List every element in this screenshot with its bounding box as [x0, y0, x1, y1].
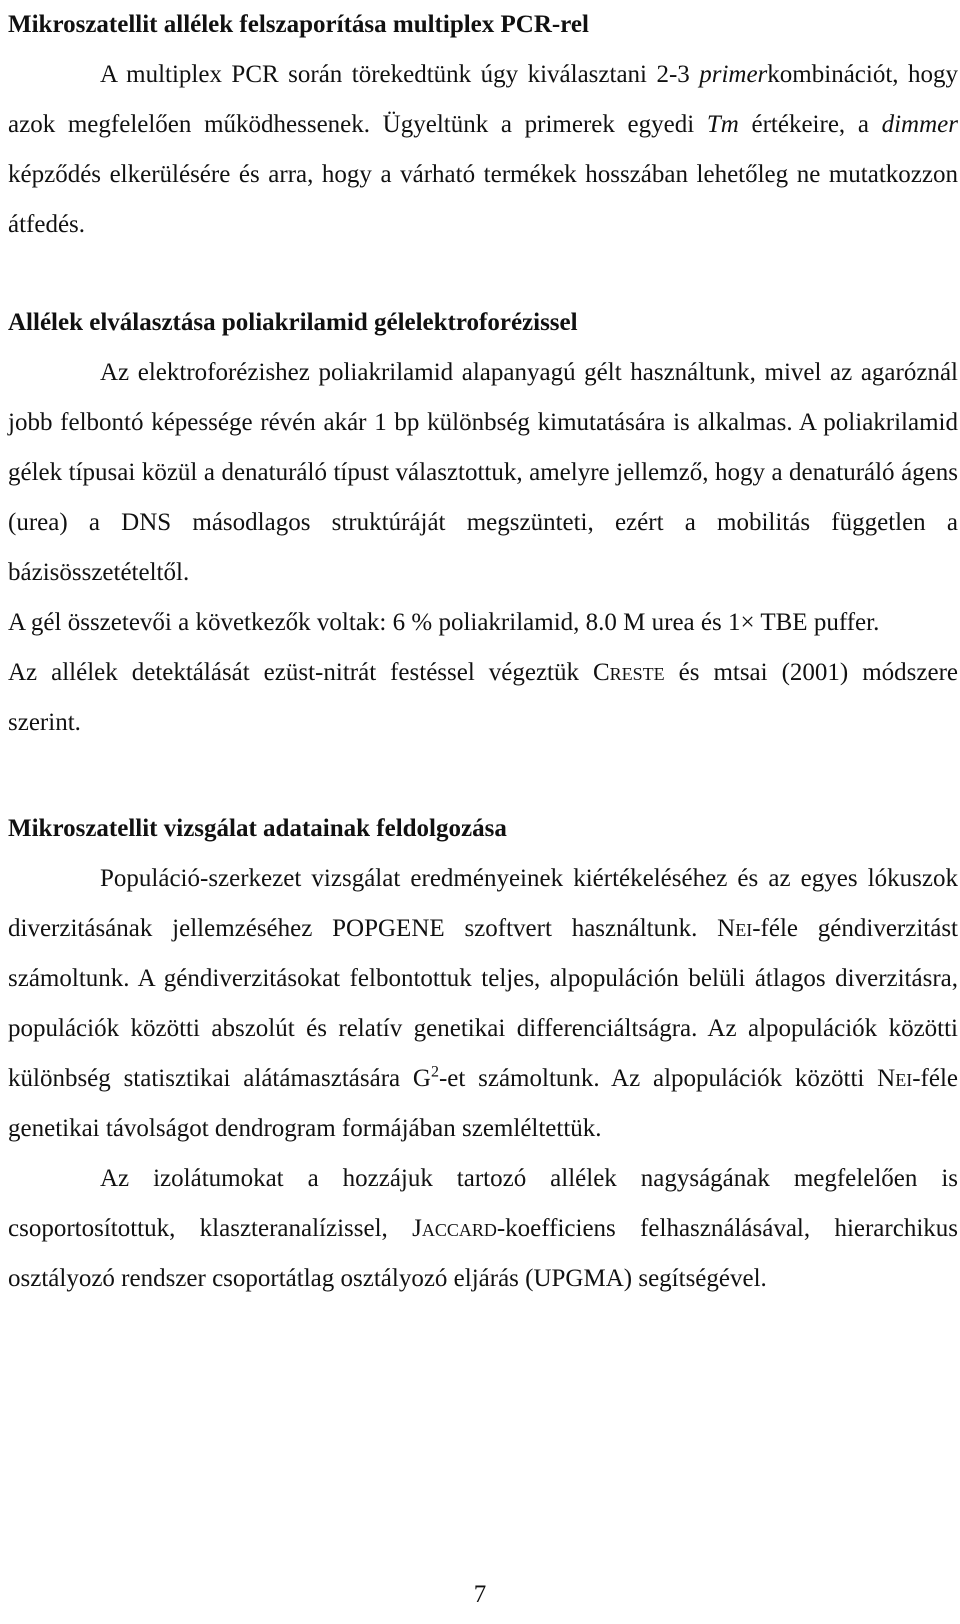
text-run: értékeire, a	[738, 111, 882, 138]
superscript: 2	[430, 1063, 439, 1081]
paragraph-cluster-analysis	[8, 1154, 958, 1304]
section-spacer	[8, 748, 958, 804]
text-run: kombinációt, hogy azok megfelelően működhessenek. Ügyeltünk a primerek egyedi	[8, 61, 958, 138]
section-heading-gel-electrophoresis: Allélek elválasztása poliakrilamid gélelektroforézissel	[8, 309, 578, 336]
italic-term-dimmer: dimmer	[881, 111, 958, 138]
paragraph-electrophoresis-method: Az elektroforézishez poliakrilamid alapanyagú gélt használtunk, mivel az agaróznál jobb felbontó képessége révén akár 1 bp különbség kimutatására is alkalmas. A poliakrilamid gélek típusai közül a denaturáló típust választottuk, amelyre jellemző, hogy a denaturáló ágens (urea) a DNS másodlagos struktúráját megszünteti, ezért a mobilitás független a bázisösszetételtől.	[8, 359, 958, 586]
text-run: -et számoltunk. Az alpopulációk közötti N	[438, 1065, 896, 1092]
text-run: -koefficiens felhasználásával, hierarchikus osztályozó rendszer csoportátlag osztályozó eljárás (UPGMA) segítségével.	[8, 1215, 958, 1292]
text-run: Az allélek detektálását ezüst-nitrát festéssel végeztük C	[8, 659, 610, 686]
small-caps-author: ei	[895, 1065, 913, 1092]
text-run: és mtsai (2001) módszere szerint.	[8, 659, 958, 736]
page-number: 7	[473, 1581, 487, 1608]
paragraph-allele-detection	[8, 648, 958, 748]
paragraph-gel-composition: A gél összetevői a következők voltak: 6 % poliakrilamid, 8.0 M urea és 1× TBE puffer.	[8, 609, 880, 636]
italic-term-tm: Tm	[706, 111, 739, 138]
text-run: Az izolátumokat a hozzájuk tartozó allélek nagyságának megfelelően is csoportosítottuk, klaszteranalízissel, J	[8, 1165, 958, 1242]
small-caps-author: accard	[421, 1215, 497, 1242]
section-heading-multiplex-pcr: Mikroszatellit allélek felszaporítása multiplex PCR-rel	[8, 11, 589, 38]
text-run: képződés elkerülésére és arra, hogy a várható termékek hosszában lehetőleg ne mutatkozzon átfedés.	[8, 161, 958, 238]
paragraph-multiplex-pcr	[8, 50, 958, 250]
text-run: A multiplex PCR során törekedtünk úgy kiválasztani 2-3	[100, 61, 700, 88]
italic-term-primer: primer	[699, 61, 768, 88]
small-caps-author: ei	[735, 915, 753, 942]
text-run: Populáció-szerkezet vizsgálat eredményeinek kiértékeléséhez és az egyes lókuszok diverzitásának jellemzéséhez POPGENE szoftvert használtunk. N	[8, 865, 958, 942]
text-run: -féle géndiverzitást számoltunk. A géndiverzitásokat felbontottuk teljes, alpopuláción belüli átlagos diverzitásra, populációk közötti abszolút és relatív genetikai differenciáltságra. Az alpopulációk közötti különbség statisztikai alátámasztására G	[8, 915, 959, 1092]
text-run: -féle genetikai távolságot dendrogram formájában szemléltettük.	[8, 1065, 958, 1142]
small-caps-author: reste	[609, 659, 665, 686]
paragraph-popgene-analysis	[8, 854, 958, 1154]
document-page	[8, 0, 958, 1304]
section-spacer	[8, 250, 958, 298]
section-heading-data-processing: Mikroszatellit vizsgálat adatainak feldolgozása	[8, 815, 507, 842]
